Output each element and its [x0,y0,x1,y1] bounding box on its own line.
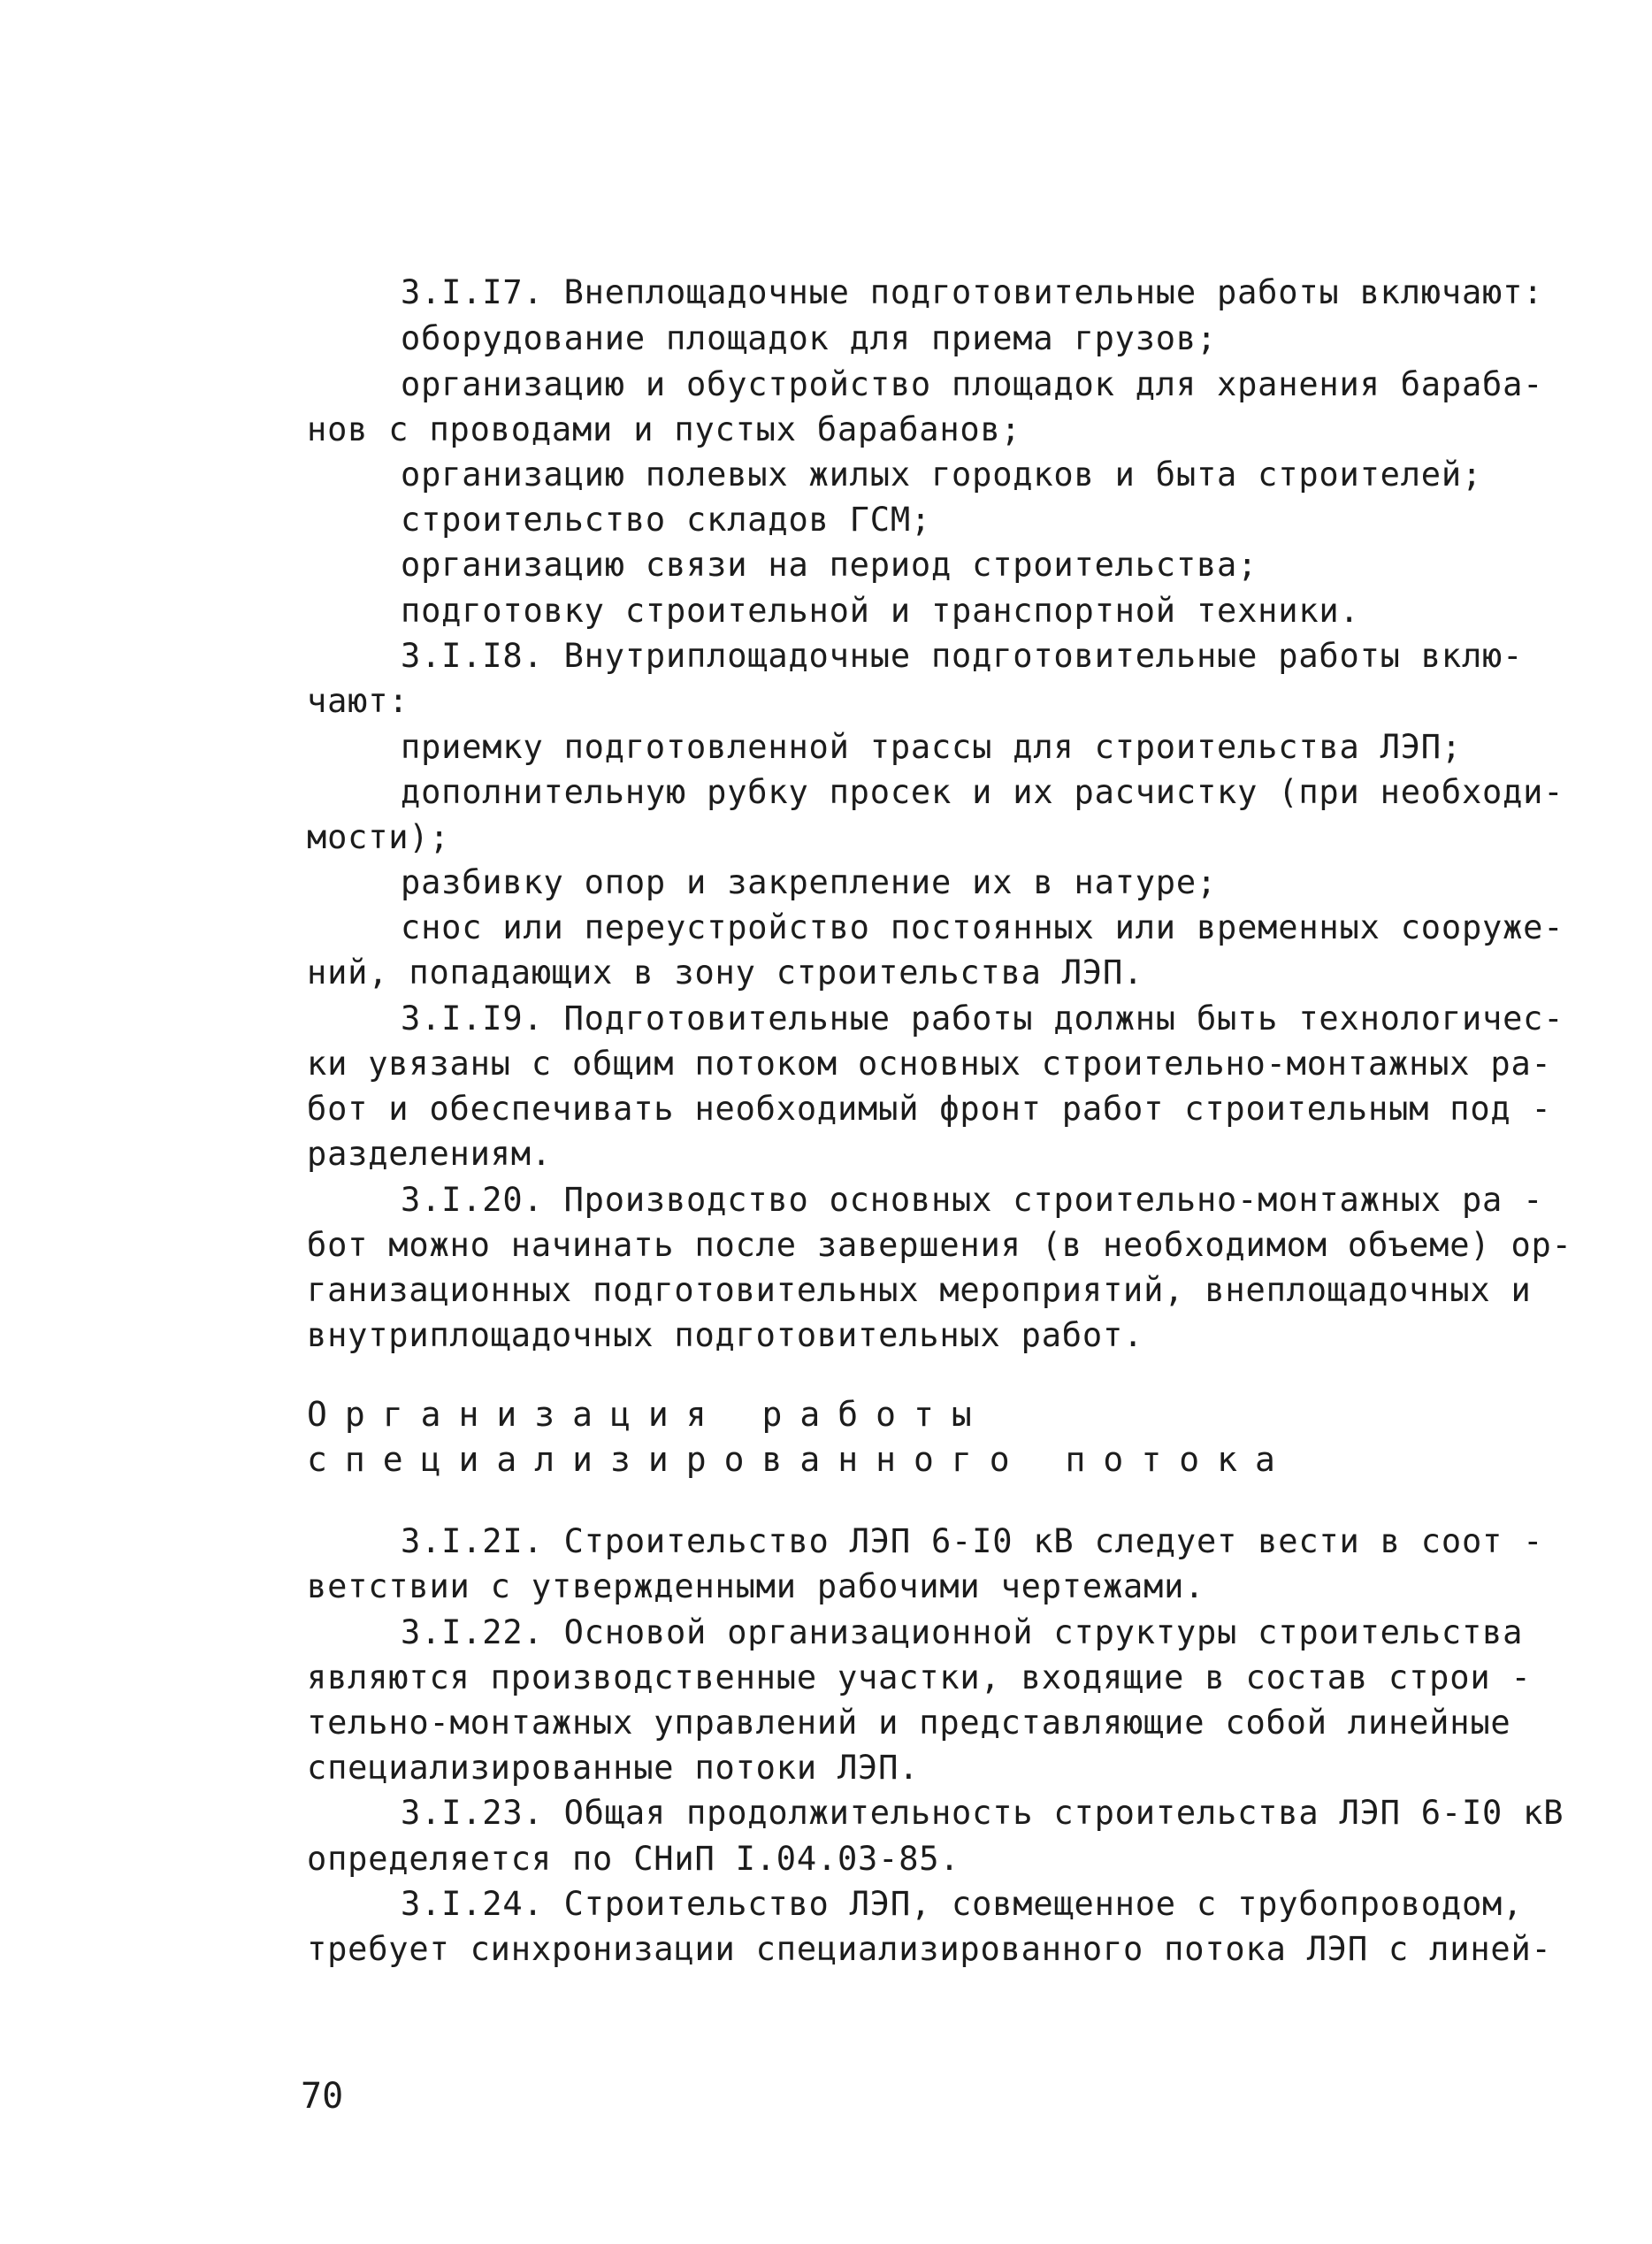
text-line: 3.I.22. Основой организационной структуры строительства [401,1613,1524,1651]
text-line: бот и обеспечивать необходимый фронт работ строительным под - [307,1090,1552,1128]
text-line: строительство складов ГСМ; [401,501,931,539]
text-line: нов с проводами и пустых барабанов; [307,410,1021,448]
page-number: 70 [301,2076,344,2117]
section-heading-line-1: Организация работы [307,1395,990,1434]
text-line: мости); [307,818,450,856]
text-line: бот можно начинать после завершения (в необходимом объеме) ор- [307,1226,1572,1264]
text-line: ки увязаны с общим потоком основных строительно-монтажных ра- [307,1045,1552,1083]
text-line: снос или переустройство постоянных или временных сооруже- [401,908,1564,946]
text-line: ветствии с утвержденными рабочими чертежами. [307,1567,1205,1605]
text-line: 3.I.I8. Внутриплощадочные подготовительные работы вклю- [401,637,1524,675]
text-line: определяется по СНиП I.04.03-85. [307,1840,960,1878]
text-line: организацию связи на период строительства; [401,546,1258,584]
section-heading-line-2: специализированного потока [307,1440,1293,1479]
text-line: оборудование площадок для приема грузов; [401,319,1218,357]
text-line: дополнительную рубку просек и их расчистку (при необходи- [401,773,1564,811]
text-line: 3.I.I7. Внеплощадочные подготовительные работы включают: [401,273,1544,311]
text-line: 3.I.I9. Подготовительные работы должны быть технологичес- [401,999,1564,1038]
text-line: ний, попадающих в зону строительства ЛЭП. [307,954,1144,992]
text-line: разбивку опор и закрепление их в натуре; [401,863,1218,901]
text-line: подготовку строительной и транспортной техники. [401,592,1360,630]
text-line: специализированные потоки ЛЭП. [307,1749,920,1787]
text-line: чают: [307,682,409,720]
text-line: 3.I.23. Общая продолжительность строительства ЛЭП 6-I0 кВ [401,1794,1564,1832]
text-line: приемку подготовленной трассы для строительства ЛЭП; [401,728,1462,766]
text-line: разделениям. [307,1135,552,1173]
text-line: 3.I.24. Строительство ЛЭП, совмещенное с трубопроводом, [401,1885,1524,1923]
text-line: внутриплощадочных подготовительных работ. [307,1316,1144,1354]
text-line: 3.I.2I. Строительство ЛЭП 6-I0 кВ следует вести в соот - [401,1522,1544,1560]
text-line: организацию полевых жилых городков и быта строителей; [401,456,1483,494]
text-line: требует синхронизации специализированного потока ЛЭП с линей- [307,1930,1552,1968]
text-line: организацию и обустройство площадок для хранения бараба- [401,365,1544,403]
text-line: тельно-монтажных управлений и представляющие собой линейные [307,1704,1511,1742]
text-line: являются производственные участки, входящие в состав строи - [307,1658,1532,1696]
text-line: ганизационных подготовительных мероприятий, внеплощадочных и [307,1271,1532,1309]
text-line: 3.I.20. Производство основных строительно-монтажных ра - [401,1181,1544,1219]
